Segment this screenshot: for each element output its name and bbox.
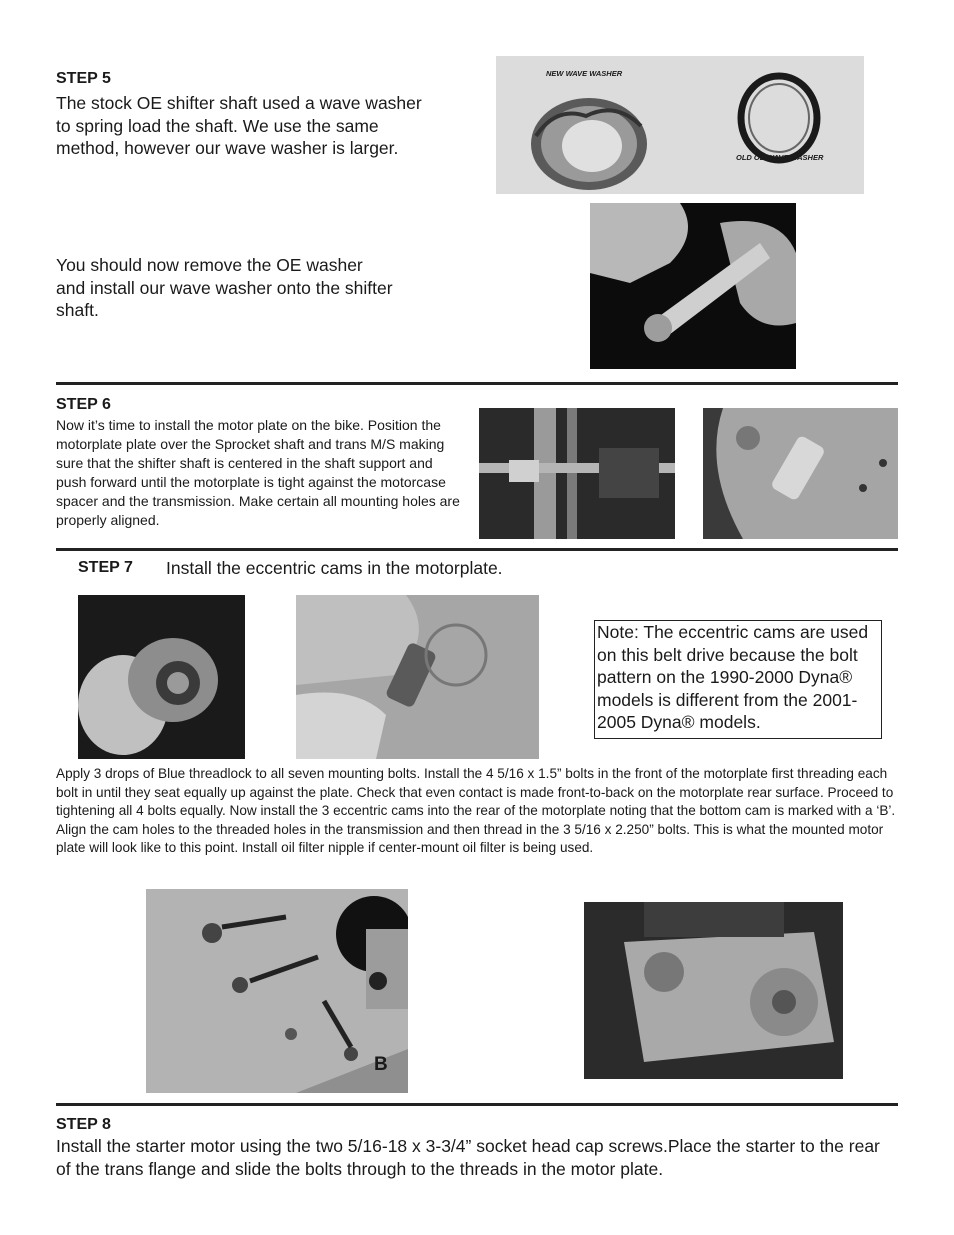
step5-text2: You should now remove the OE washer and install our wave washer onto the shifter shaft. <box>56 255 393 320</box>
step7-heading-text: Install the eccentric cams in the motorplate. <box>166 558 503 578</box>
step6-photo-left <box>479 408 675 539</box>
step6-title: STEP 6 <box>56 396 111 413</box>
mounted-motorplate-photo <box>584 902 843 1079</box>
old-washer-label: OLD OE WAVE WASHER <box>736 153 824 162</box>
mounting-bolts-photo <box>146 889 408 1093</box>
step7-text: Apply 3 drops of Blue threadlock to all seven mounting bolts. Install the 4 5/16 x 1.5” bolts in the front of the motorplate first threading each bolt in until they seat equally up against the plate. Check that even contact is made front-to-back on the motorplate rear surface. Proceed to tightening all 4 bolts equally. Now install the 3 eccentric cams into the rear of the motorplate noting that the bottom cam is marked with a ‘B’. Align the cam holes to the threaded holes in the transmission and then thread in the 3 5/16 x 2.250” bolts. This is what the mounted motor plate will look like to this point. Install oil filter nipple if center-mount oil filter is being used. <box>56 766 896 856</box>
eccentric-cam-photo <box>78 595 245 759</box>
cam-install-photo <box>296 595 539 759</box>
step5-text: The stock OE shifter shaft used a wave washer to spring load the shaft. We use the same method, however our wave washer is larger. <box>56 93 422 158</box>
divider-1 <box>56 382 898 385</box>
step7-title: STEP 7 <box>78 559 133 576</box>
step5-title: STEP 5 <box>56 70 111 87</box>
step8-title: STEP 8 <box>56 1116 111 1133</box>
step6-photo-right <box>703 408 898 539</box>
wave-washer-photo <box>496 56 864 194</box>
new-washer-label: NEW WAVE WASHER <box>546 69 623 78</box>
step8-text: Install the starter motor using the two 5/16-18 x 3-3/4” socket head cap screws.Place the starter to the rear of the trans flange and slide the bolts through to the threads in the motor plate. <box>56 1136 880 1179</box>
cam-b-marker: B <box>374 1054 388 1075</box>
note-box: Note: The eccentric cams are used on this belt drive because the bolt pattern on the 1990-2000 Dyna® models is different from the 2001-2005 Dyna® models. <box>594 620 882 739</box>
divider-3 <box>56 1103 898 1106</box>
divider-2 <box>56 548 898 551</box>
step6-text: Now it’s time to install the motor plate on the bike. Position the motorplate plate over the Sprocket shaft and trans M/S making sure that the shifter shaft is centered in the shaft support and push forward until the motorplate is tight against the motorcase spacer and the transmission. Make certain all mounting holes are properly aligned. <box>56 417 460 528</box>
shifter-shaft-photo <box>590 203 796 369</box>
